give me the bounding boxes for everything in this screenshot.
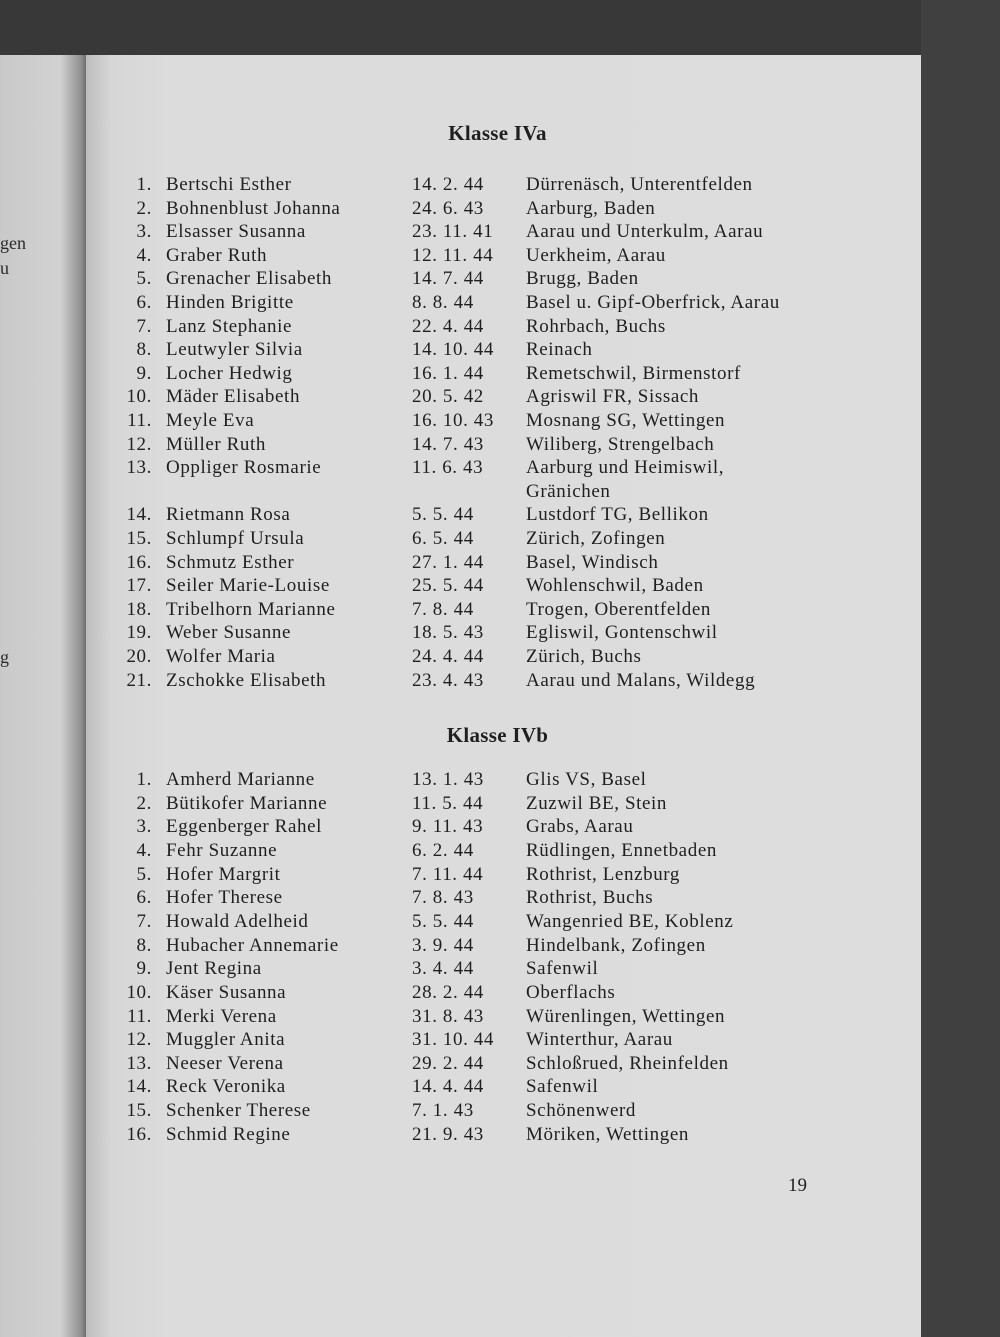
entry-birthdate: 9. 11. 43 xyxy=(412,816,484,838)
entry-number: 16. xyxy=(126,1123,152,1145)
entry-number: 21. xyxy=(126,669,152,691)
entry-number: 1. xyxy=(136,769,152,790)
entry-hometown-residence: Zuzwil BE, Stein xyxy=(526,792,668,814)
entry-birthdate: 14. 4. 44 xyxy=(412,1076,484,1098)
entry-birthdate: 14. 7. 44 xyxy=(412,268,484,290)
entry-birthdate: 11. 6. 43 xyxy=(412,457,484,479)
list-item xyxy=(86,935,921,959)
entry-number: 10. xyxy=(126,981,152,1003)
entry-hometown-residence: Reinach xyxy=(526,339,593,361)
entry-number: 14. xyxy=(126,504,152,526)
entry-number: 5. xyxy=(136,863,152,885)
entry-hometown-residence: Dürrenäsch, Unterentfelden xyxy=(526,174,753,195)
entry-hometown-residence: Aarau und Malans, Wildegg xyxy=(526,669,756,691)
entry-name: Schmutz Esther xyxy=(166,551,295,573)
entry-hometown-residence: Egliswil, Gontenschwil xyxy=(526,622,718,644)
list-item xyxy=(86,840,921,864)
entry-number: 16. xyxy=(126,551,152,573)
entry-birthdate: 7. 8. 44 xyxy=(412,598,474,620)
entry-number: 4. xyxy=(136,244,152,266)
list-item xyxy=(86,528,921,552)
list-item xyxy=(86,316,921,340)
entry-hometown-residence: Rohrbach, Buchs xyxy=(526,315,666,337)
entry-name: Eggenberger Rahel xyxy=(166,816,322,838)
entry-birthdate: 16. 1. 44 xyxy=(412,362,484,384)
list-item xyxy=(86,339,921,363)
entry-birthdate: 24. 4. 44 xyxy=(412,646,484,667)
entry-hometown-residence: Agriswil FR, Sissach xyxy=(526,386,699,408)
list-item xyxy=(86,552,921,576)
left-page-fragment: g xyxy=(0,647,9,667)
entry-name: Wolfer Maria xyxy=(166,646,276,667)
entry-number: 17. xyxy=(126,575,152,597)
entry-name: Lanz Stephanie xyxy=(166,315,293,337)
entry-birthdate: 7. 8. 43 xyxy=(412,887,474,909)
entry-hometown-residence: Aarburg und Heimiswil, xyxy=(526,457,725,479)
list-item xyxy=(86,174,921,198)
entry-hometown-residence: Wiliberg, Strengelbach xyxy=(526,433,715,455)
list-item xyxy=(86,386,921,410)
entry-name: Rietmann Rosa xyxy=(166,504,291,526)
entry-name: Schenker Therese xyxy=(166,1100,311,1122)
entry-name: Meyle Eva xyxy=(166,410,255,431)
entry-hometown-residence: Rothrist, Buchs xyxy=(526,887,654,909)
list-item xyxy=(86,1006,921,1030)
entry-hometown-residence: Safenwil xyxy=(526,958,599,980)
entry-hometown-residence: Schönenwerd xyxy=(526,1100,637,1122)
entry-birthdate: 18. 5. 43 xyxy=(412,622,484,644)
entry-hometown-residence: Möriken, Wettingen xyxy=(526,1123,690,1145)
list-item xyxy=(86,268,921,292)
entry-number: 13. xyxy=(126,457,152,479)
list-item xyxy=(86,363,921,387)
list-item xyxy=(86,646,921,670)
entry-number: 1. xyxy=(136,174,152,195)
entry-hometown-residence: Glis VS, Basel xyxy=(526,769,647,790)
entry-birthdate: 28. 2. 44 xyxy=(412,981,484,1003)
entry-number: 11. xyxy=(127,1005,152,1027)
entry-hometown-residence: Wangenried BE, Koblenz xyxy=(526,910,734,932)
entry-name: Hofer Therese xyxy=(166,887,283,909)
entry-name: Oppliger Rosmarie xyxy=(166,457,322,479)
entry-birthdate: 13. 1. 43 xyxy=(412,769,484,790)
entry-number: 9. xyxy=(136,958,152,980)
entry-name: Grenacher Elisabeth xyxy=(166,268,332,290)
list-item xyxy=(86,575,921,599)
entry-number: 8. xyxy=(136,339,152,361)
entry-number: 9. xyxy=(136,362,152,384)
entry-hometown-residence: Zürich, Zofingen xyxy=(526,528,666,549)
document-page xyxy=(86,55,921,1337)
entry-hometown-residence: Uerkheim, Aarau xyxy=(526,244,666,266)
entry-number: 10. xyxy=(126,386,152,408)
entry-birthdate: 29. 2. 44 xyxy=(412,1052,484,1074)
entry-birthdate: 14. 2. 44 xyxy=(412,174,484,195)
entry-birthdate: 24. 6. 43 xyxy=(412,197,484,219)
entry-name: Weber Susanne xyxy=(166,622,291,644)
entry-name: Zschokke Elisabeth xyxy=(166,669,327,691)
scan-background-right xyxy=(921,0,1000,1337)
entry-number: 2. xyxy=(136,197,152,219)
entry-birthdate: 22. 4. 44 xyxy=(412,315,484,337)
entry-name: Tribelhorn Marianne xyxy=(166,598,336,620)
list-item xyxy=(86,1053,921,1077)
entry-number: 5. xyxy=(136,268,152,290)
list-item xyxy=(86,1076,921,1100)
entry-hometown-residence: Hindelbank, Zofingen xyxy=(526,934,706,956)
list-item xyxy=(86,911,921,935)
entry-hometown-residence: Zürich, Buchs xyxy=(526,646,642,667)
entry-name: Schmid Regine xyxy=(166,1123,291,1145)
entry-number: 20. xyxy=(126,646,152,667)
list-item xyxy=(86,221,921,245)
entry-number: 3. xyxy=(136,816,152,838)
entry-hometown-residence: Grabs, Aarau xyxy=(526,816,634,838)
list-item xyxy=(86,1124,921,1148)
entry-hometown-residence: Rüdlingen, Ennetbaden xyxy=(526,839,717,861)
section-heading-klasse-ivb: Klasse IVb xyxy=(446,723,549,747)
entry-name: Howald Adelheid xyxy=(166,910,309,932)
entry-number: 15. xyxy=(126,528,152,549)
entry-birthdate: 21. 9. 43 xyxy=(412,1123,484,1145)
entry-number: 11. xyxy=(127,410,152,431)
entry-hometown-residence: Basel u. Gipf-Oberfrick, Aarau xyxy=(526,292,780,313)
list-item xyxy=(86,245,921,269)
entry-hometown-residence: Rothrist, Lenzburg xyxy=(526,863,680,885)
entry-number: 2. xyxy=(136,792,152,814)
entry-number: 8. xyxy=(136,934,152,956)
entry-name: Bohnenblust Johanna xyxy=(166,197,341,219)
list-item xyxy=(86,670,921,694)
entry-number: 14. xyxy=(126,1076,152,1098)
entry-birthdate: 14. 10. 44 xyxy=(412,339,494,361)
entry-hometown-residence: Oberflachs xyxy=(526,981,616,1003)
entry-name: Hofer Margrit xyxy=(166,863,281,885)
entry-hometown-residence: Aarburg, Baden xyxy=(526,197,656,219)
entry-birthdate: 11. 5. 44 xyxy=(412,792,484,814)
entry-name: Leutwyler Silvia xyxy=(166,339,303,361)
entry-hometown-residence: Wohlenschwil, Baden xyxy=(526,575,704,597)
entry-name: Bertschi Esther xyxy=(166,174,292,195)
entry-number: 6. xyxy=(136,887,152,909)
entry-birthdate: 6. 2. 44 xyxy=(412,839,474,861)
entry-birthdate: 27. 1. 44 xyxy=(412,551,484,573)
left-page-fragment: gen xyxy=(0,233,26,253)
entry-hometown-residence: Winterthur, Aarau xyxy=(526,1029,673,1051)
entry-place-continuation: Gränichen xyxy=(526,480,611,502)
entry-name: Käser Susanna xyxy=(166,981,287,1003)
entry-name: Muggler Anita xyxy=(166,1029,286,1051)
entry-name: Müller Ruth xyxy=(166,433,267,455)
entry-hometown-residence: Lustdorf TG, Bellikon xyxy=(526,504,709,526)
entry-birthdate: 5. 5. 44 xyxy=(412,910,474,932)
entry-name: Hinden Brigitte xyxy=(166,292,294,313)
entry-birthdate: 20. 5. 42 xyxy=(412,386,484,408)
entry-birthdate: 5. 5. 44 xyxy=(412,504,474,526)
list-item xyxy=(86,864,921,888)
entry-hometown-residence: Mosnang SG, Wettingen xyxy=(526,410,726,431)
list-item xyxy=(86,599,921,623)
entry-name: Schlumpf Ursula xyxy=(166,528,305,549)
entry-birthdate: 31. 8. 43 xyxy=(412,1005,484,1027)
list-item xyxy=(86,1100,921,1124)
list-item xyxy=(86,769,921,793)
entry-birthdate: 3. 9. 44 xyxy=(412,934,474,956)
entry-number: 18. xyxy=(126,598,152,620)
list-item xyxy=(86,887,921,911)
entry-hometown-residence: Remetschwil, Birmenstorf xyxy=(526,362,741,384)
entry-name: Neeser Verena xyxy=(166,1052,284,1074)
entry-number: 12. xyxy=(126,1029,152,1051)
list-item xyxy=(86,292,921,316)
entry-birthdate: 7. 1. 43 xyxy=(412,1100,474,1122)
entry-name: Locher Hedwig xyxy=(166,362,293,384)
entry-birthdate: 31. 10. 44 xyxy=(412,1029,494,1051)
entry-birthdate: 3. 4. 44 xyxy=(412,958,474,980)
list-item xyxy=(86,816,921,840)
page-number: 19 xyxy=(788,1175,807,1196)
entry-birthdate: 8. 8. 44 xyxy=(412,292,474,313)
list-item xyxy=(86,410,921,434)
entry-number: 12. xyxy=(126,433,152,455)
entry-birthdate: 23. 11. 41 xyxy=(412,221,494,243)
entry-name: Jent Regina xyxy=(166,958,262,980)
entry-name: Amherd Marianne xyxy=(166,769,315,790)
entry-number: 15. xyxy=(126,1100,152,1122)
entry-number: 13. xyxy=(126,1052,152,1074)
entry-hometown-residence: Aarau und Unterkulm, Aarau xyxy=(526,221,764,243)
left-page-fragment: u xyxy=(0,258,9,278)
entry-birthdate: 25. 5. 44 xyxy=(412,575,484,597)
entry-birthdate: 7. 11. 44 xyxy=(412,863,484,885)
entry-hometown-residence: Trogen, Oberentfelden xyxy=(526,598,711,620)
list-item xyxy=(86,457,921,481)
entry-name: Merki Verena xyxy=(166,1005,277,1027)
entry-name: Mäder Elisabeth xyxy=(166,386,301,408)
entry-name: Seiler Marie-Louise xyxy=(166,575,330,597)
list-item xyxy=(86,504,921,528)
entry-birthdate: 23. 4. 43 xyxy=(412,669,484,691)
entry-name: Elsasser Susanna xyxy=(166,221,306,243)
entry-hometown-residence: Basel, Windisch xyxy=(526,551,659,573)
entry-hometown-residence: Würenlingen, Wettingen xyxy=(526,1005,726,1027)
list-item xyxy=(86,622,921,646)
entry-name: Reck Veronika xyxy=(166,1076,286,1098)
section-heading-klasse-iva: Klasse IVa xyxy=(448,121,547,145)
list-item xyxy=(86,198,921,222)
left-facing-page xyxy=(0,55,86,1337)
list-item xyxy=(86,958,921,982)
entry-number: 4. xyxy=(136,839,152,861)
entry-hometown-residence: Safenwil xyxy=(526,1076,599,1098)
list-item xyxy=(86,1029,921,1053)
list-item xyxy=(86,793,921,817)
entry-number: 3. xyxy=(136,221,152,243)
scan-background-top xyxy=(0,0,1000,55)
entry-number: 6. xyxy=(136,292,152,313)
entry-name: Graber Ruth xyxy=(166,244,268,266)
entry-birthdate: 16. 10. 43 xyxy=(412,410,494,431)
entry-birthdate: 14. 7. 43 xyxy=(412,433,484,455)
entry-number: 7. xyxy=(136,315,152,337)
entry-number: 7. xyxy=(136,910,152,932)
entry-name: Hubacher Annemarie xyxy=(166,934,339,956)
entry-hometown-residence: Schloßrued, Rheinfelden xyxy=(526,1052,729,1074)
entry-birthdate: 6. 5. 44 xyxy=(412,528,474,549)
entry-number: 19. xyxy=(126,622,152,644)
entry-hometown-residence: Brugg, Baden xyxy=(526,268,639,290)
list-item xyxy=(86,434,921,458)
entry-name: Bütikofer Marianne xyxy=(166,792,328,814)
entry-birthdate: 12. 11. 44 xyxy=(412,244,494,266)
list-item xyxy=(86,982,921,1006)
entry-name: Fehr Suzanne xyxy=(166,839,278,861)
